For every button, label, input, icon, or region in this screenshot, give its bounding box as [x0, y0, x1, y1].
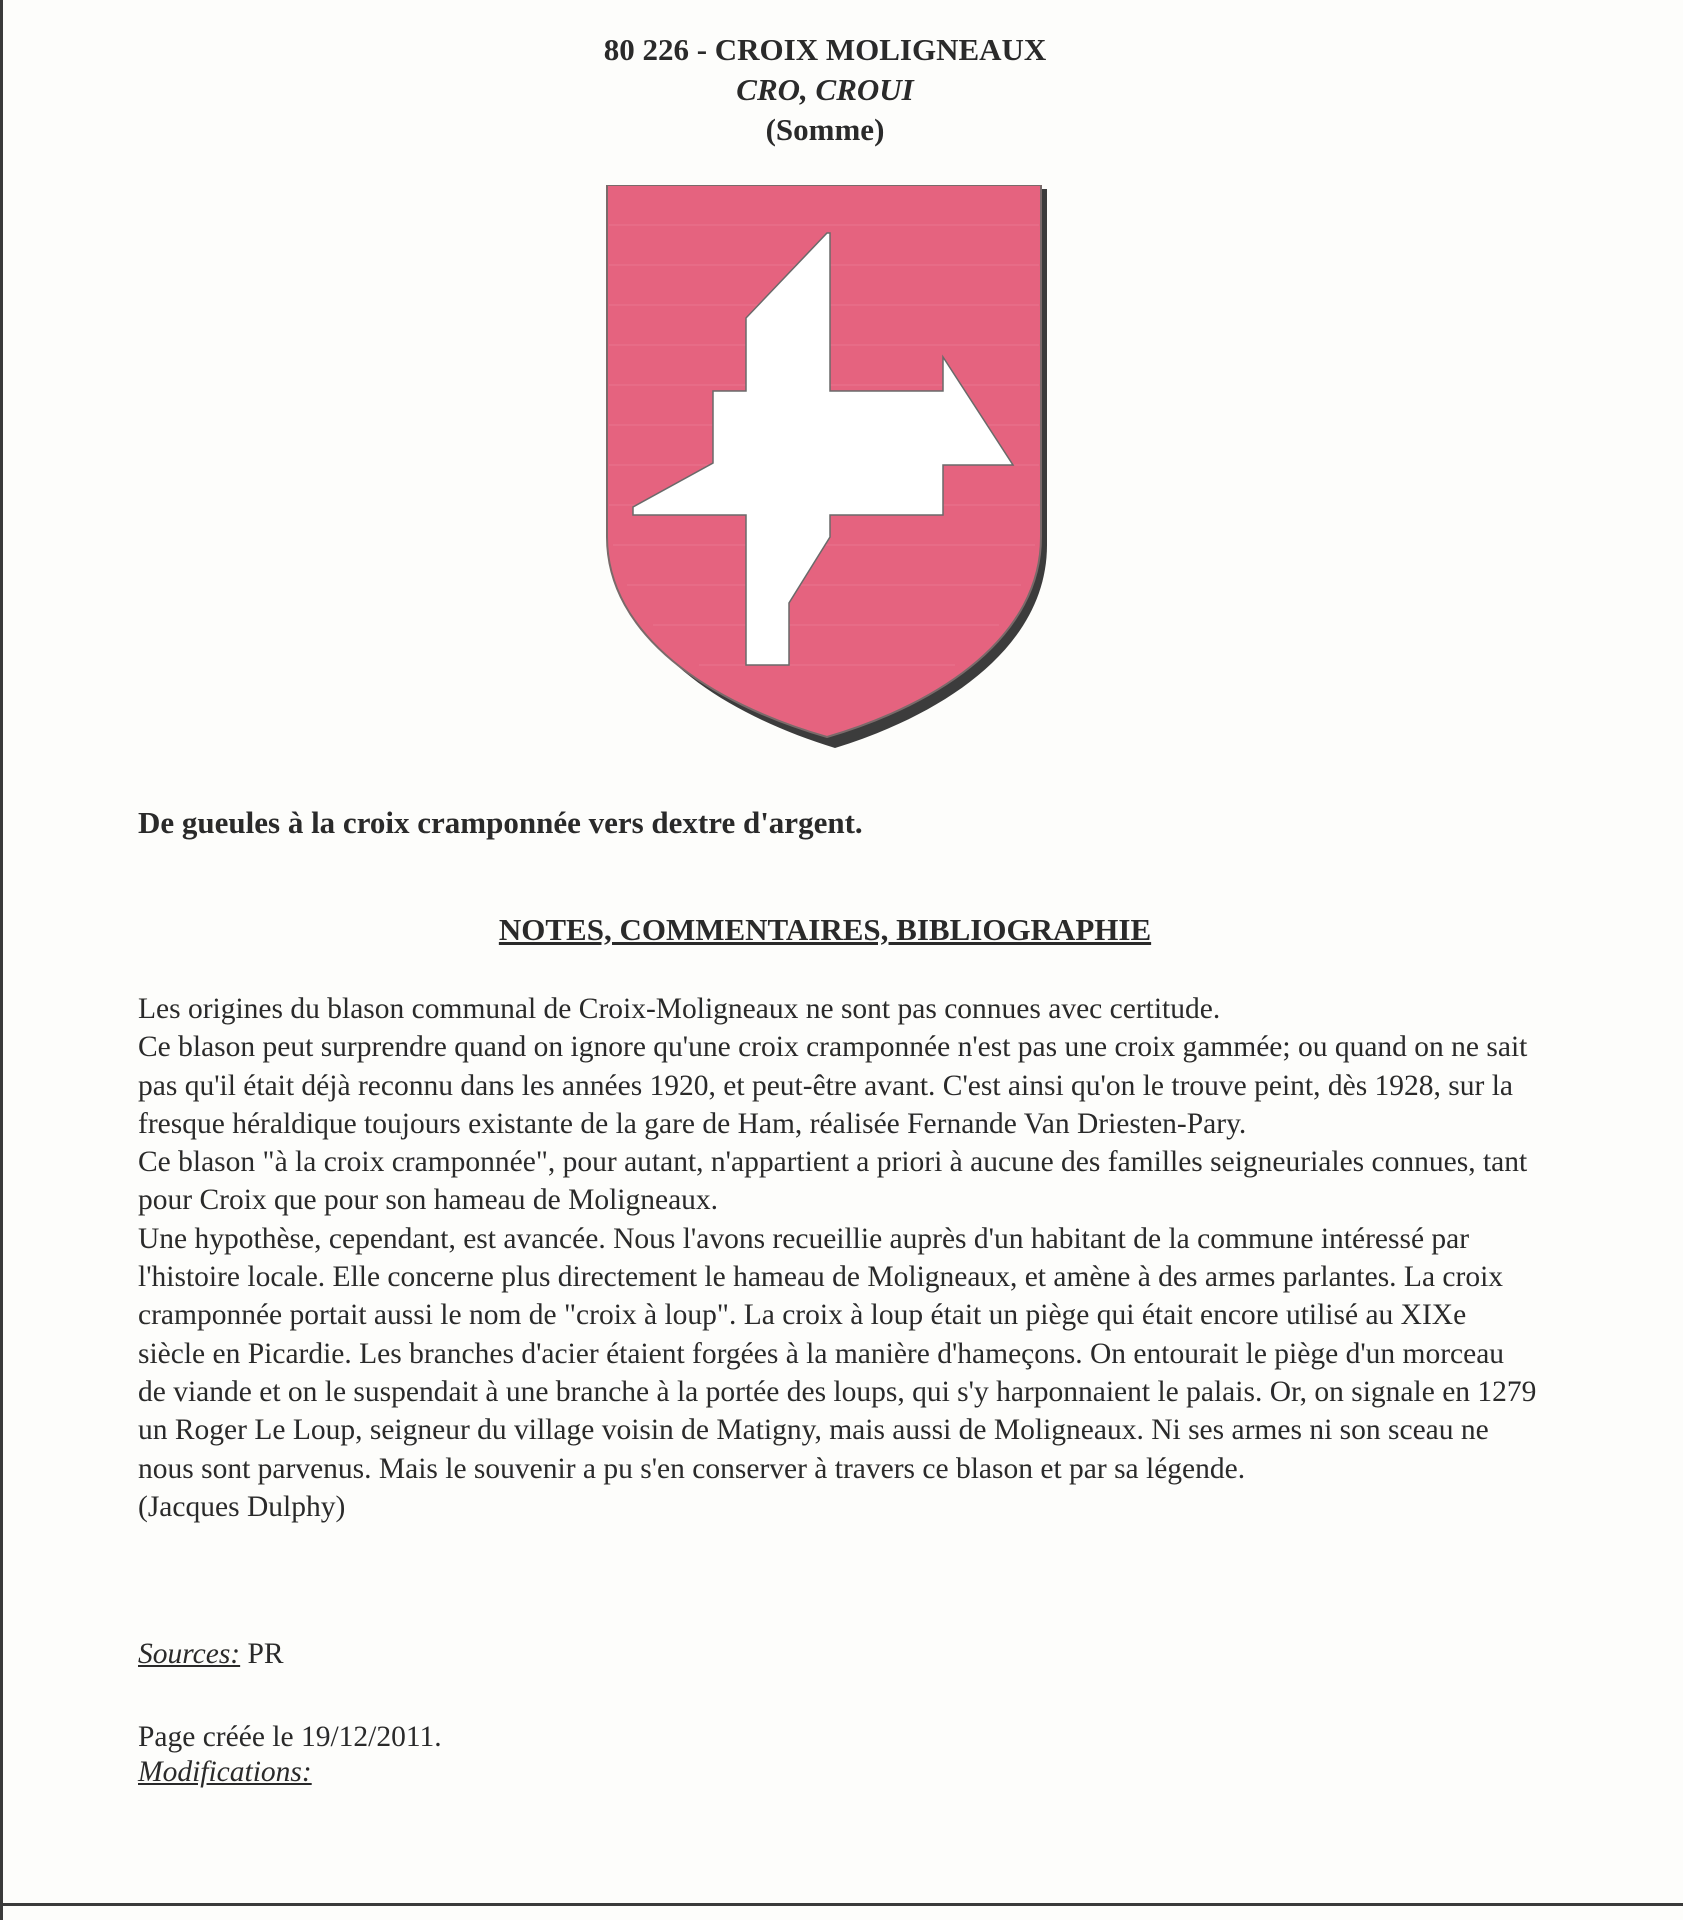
blazon-text: De gueules à la croix cramponnée vers dextre d'argent.: [138, 805, 863, 840]
modifications-label: Modifications:: [138, 1756, 312, 1788]
sources-label: Sources:: [138, 1638, 241, 1670]
coat-of-arms-shield: [603, 185, 1055, 750]
page-subtitle: CRO, CROUI: [736, 72, 914, 107]
notes-heading: NOTES, COMMENTAIRES, BIBLIOGRAPHIE: [498, 912, 1152, 947]
header: [0, 30, 1650, 150]
notes-paragraph: Ce blason "à la croix cramponnée", pour autant, n'appartient a priori à aucune des familles seigneuriales connues, tant pour Croix que pour son hameau de Moligneaux.: [138, 1146, 1528, 1217]
page-edge: [0, 0, 3, 1920]
notes-paragraph: Une hypothèse, cependant, est avancée. Nous l'avons recueillie auprès d'un habitant de la commune intéressé par l'histoire locale. Elle concerne plus directement le hameau de Moligneaux, et amène à des armes parlantes. La croix cramponnée portait aussi le nom de "croix à loup". La croix à loup était un piège qui était encore utilisé au XIXe siècle en Picardie. Les branches d'acier étaient forgées à la manière d'hameçons. On entourait le piège d'un morceau de viande et on le suspendait à une branche à la portée des loups, qui s'y harponnaient le palais. Or, on signale en 1279 un Roger Le Loup, seigneur du village voisin de Matigny, mais aussi de Moligneaux. Ni ses armes ni son sceau ne nous sont parvenus. Mais le souvenir a pu s'en conserver à travers ce blason et par sa légende.: [138, 1222, 1537, 1485]
region-label: (Somme): [765, 112, 885, 147]
sources-line: [138, 1638, 284, 1671]
sources-value: PR: [247, 1638, 284, 1670]
created-date: Page créée le 19/12/2011.: [138, 1721, 442, 1753]
page-title: 80 226 - CROIX MOLIGNEAUX: [603, 32, 1047, 67]
notes-paragraph: Ce blason peut surprendre quand on ignore qu'une croix cramponnée n'est pas une croix gammée; ou quand on ne sait pas qu'il était déjà reconnu dans les années 1920, et peut-être avant. C'est ainsi qu'on le trouve peint, dès 1928, sur la fresque héraldique toujours existante de la gare de Ham, réalisée Fernande Van Driesten-Pary.: [138, 1031, 1528, 1140]
notes-author: (Jacques Dulphy): [138, 1490, 346, 1523]
notes-body: [138, 990, 1538, 1526]
page-edge: [0, 1903, 1683, 1906]
notes-paragraph: Les origines du blason communal de Croix-Moligneaux ne sont pas connues avec certitude.: [138, 993, 1221, 1025]
